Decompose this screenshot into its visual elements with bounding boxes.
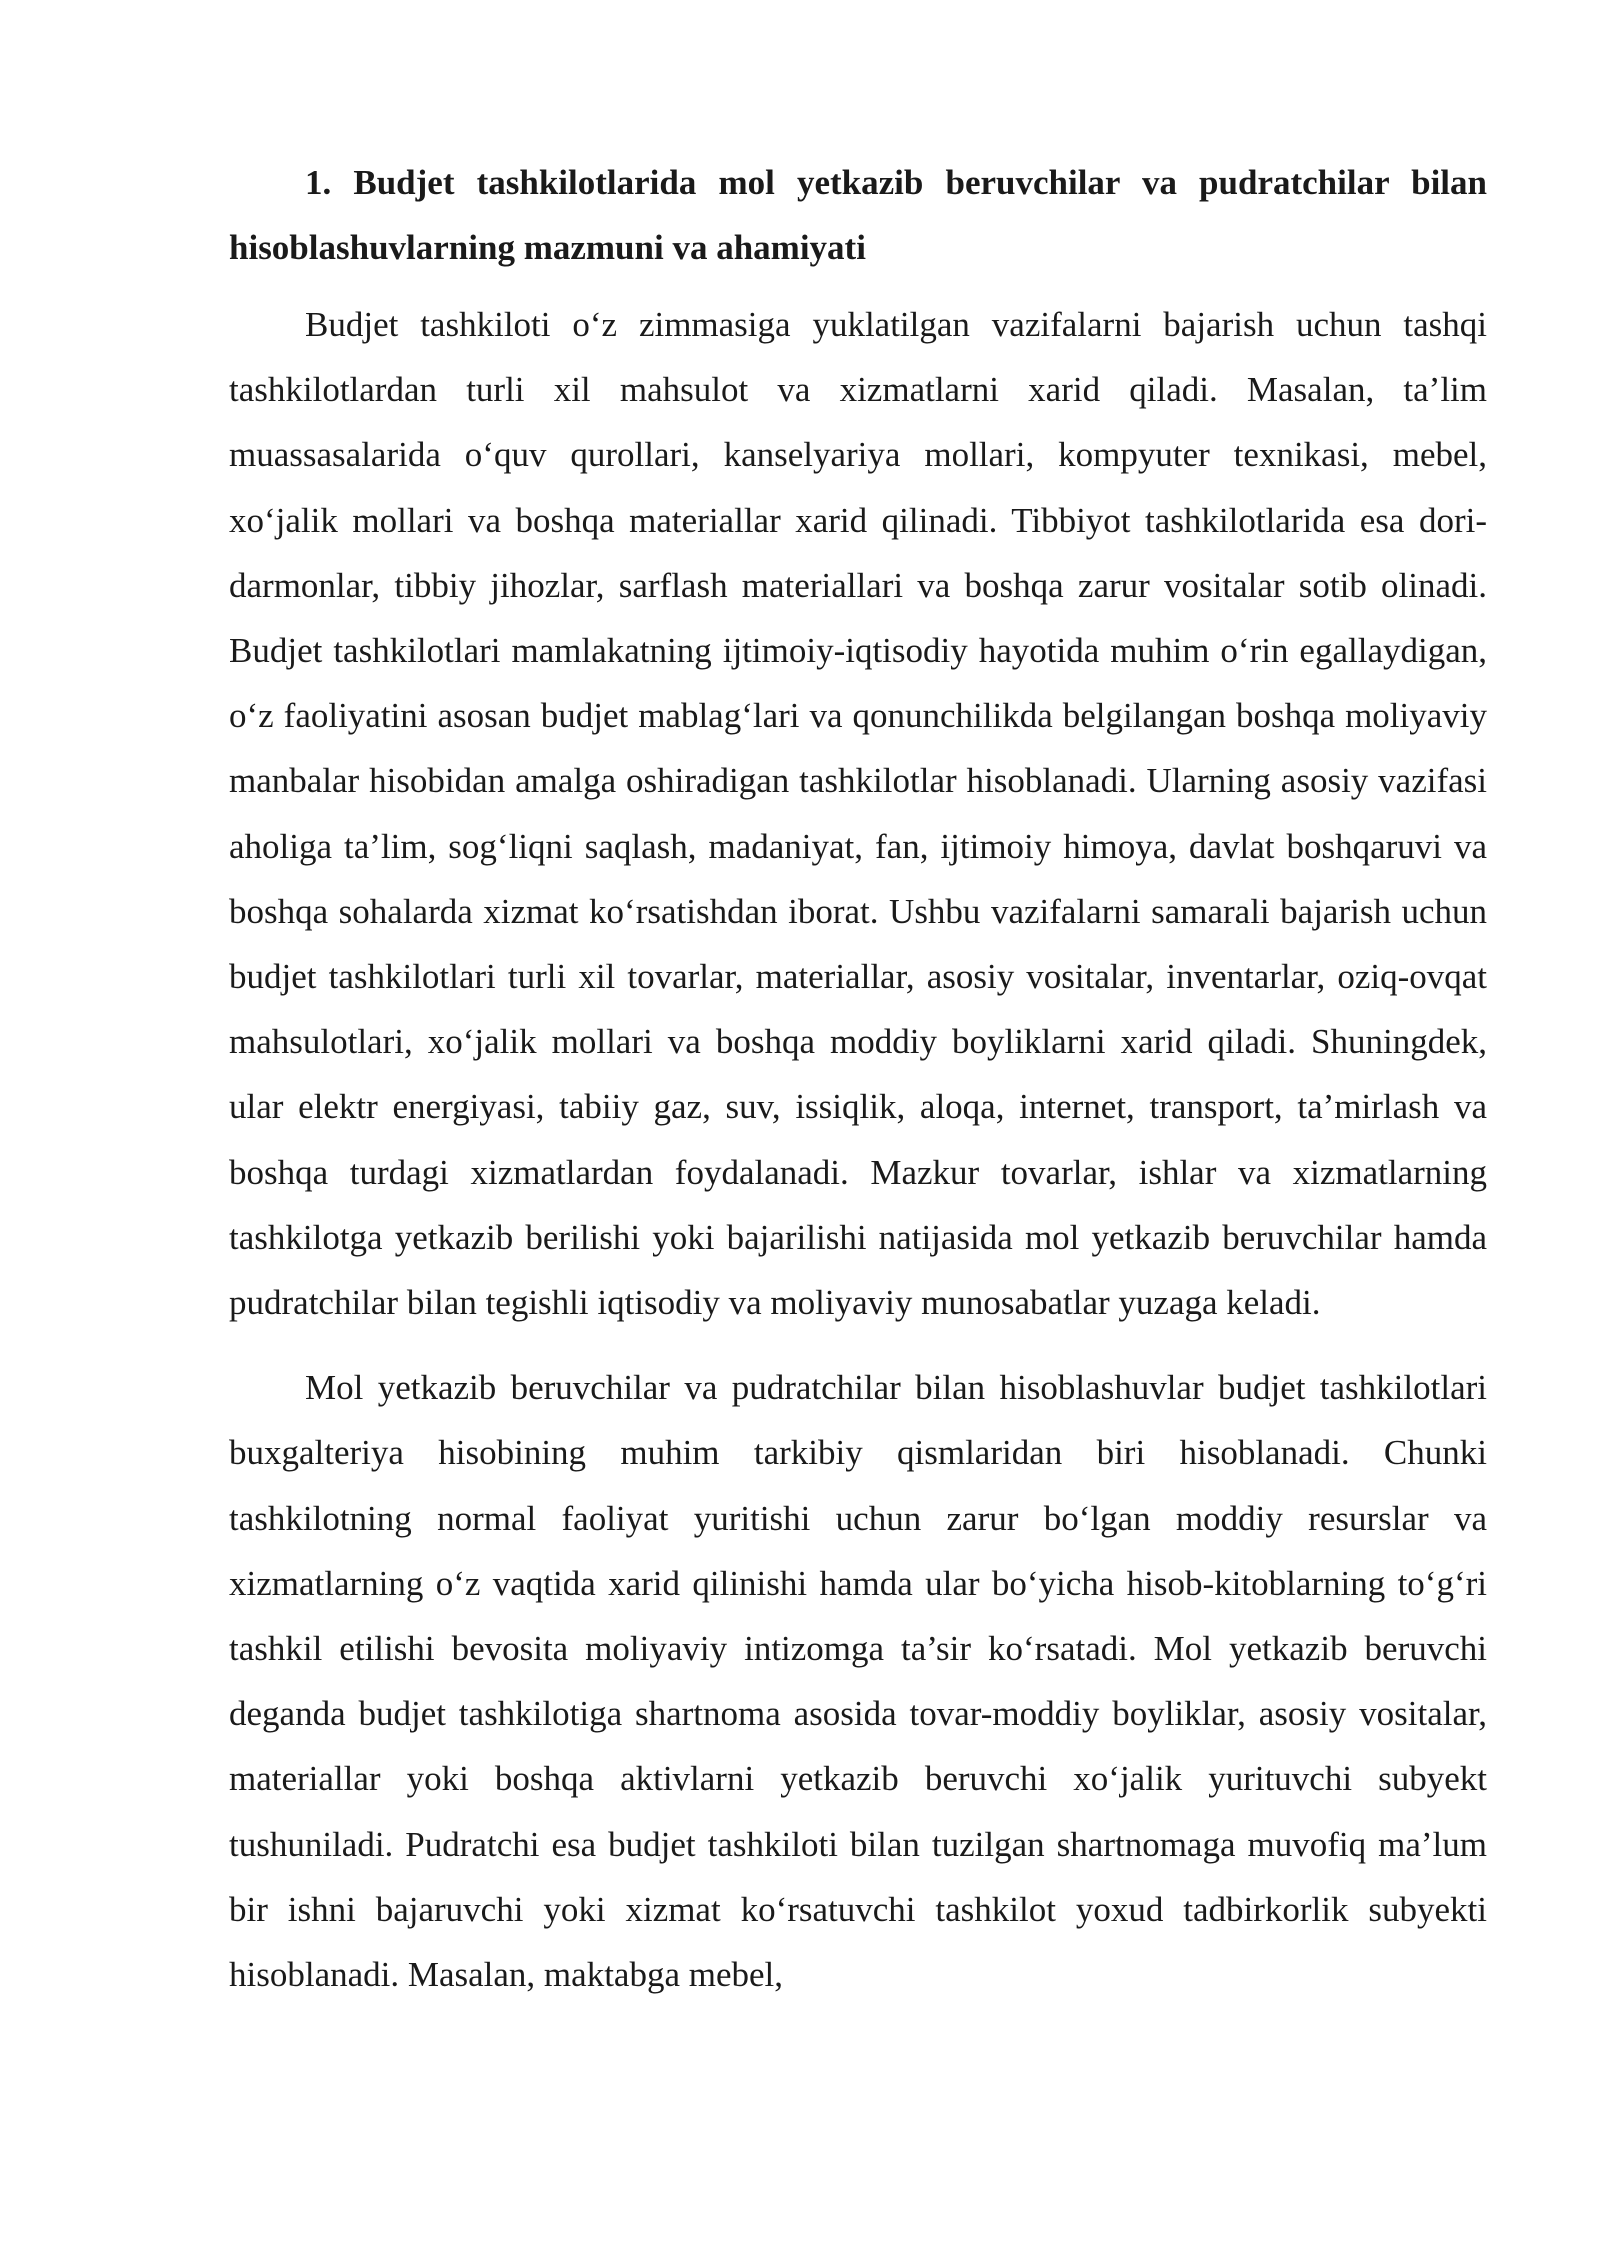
document-body: [229, 150, 1487, 2027]
paragraph-2: Mol yetkazib beruvchilar va pudratchilar bilan hisoblashuvlar budjet tashkilotlari buxgalteriya hisobining muhim tarkibiy qismlaridan biri hisoblanadi. Chunki tashkilotning normal faoliyat yuritishi uchun zarur bo‘lgan moddiy resurslar va xizmatlarning o‘z vaqtida xarid qilinishi hamda ular bo‘yicha hisob-kitoblarning to‘g‘ri tashkil etilishi bevosita moliyaviy intizomga ta’sir ko‘rsatadi. Mol yetkazib beruvchi deganda budjet tashkilotiga shartnoma asosida tovar-moddiy boyliklar, asosiy vositalar, materiallar yoki boshqa aktivlarni yetkazib beruvchi xo‘jalik yurituvchi subyekt tushuniladi. Pudratchi esa budjet tashkiloti bilan tuzilgan shartnomaga muvofiq ma’lum bir ishni bajaruvchi yoki xizmat ko‘rsatuvchi tashkilot yoxud tadbirkorlik subyekti hisoblanadi. Masalan, maktabga mebel,: [229, 1368, 1487, 1995]
paragraph-1: Budjet tashkiloti o‘z zimmasiga yuklatilgan vazifalarni bajarish uchun tashqi tashkilotlardan turli xil mahsulot va xizmatlarni xarid qiladi. Masalan, ta’lim muassasalarida o‘quv qurollari, kanselyariya mollari, kompyuter texnikasi, mebel, xo‘jalik mollari va boshqa materiallar xarid qilinadi. Tibbiyot tashkilotlarida esa dori-darmonlar, tibbiy jihozlar, sarflash materiallari va boshqa zarur vositalar sotib olinadi. Budjet tashkilotlari mamlakatning ijtimoiy-iqtisodiy hayotida muhim o‘rin egallaydigan, o‘z faoliyatini asosan budjet mablag‘lari va qonunchilikda belgilangan boshqa moliyaviy manbalar hisobidan amalga oshiradigan tashkilotlar hisoblanadi. Ularning asosiy vazifasi aholiga ta’lim, sog‘liqni saqlash, madaniyat, fan, ijtimoiy himoya, davlat boshqaruvi va boshqa sohalarda xizmat ko‘rsatishdan iborat. Ushbu vazifalarni samarali bajarish uchun budjet tashkilotlari turli xil tovarlar, materiallar, asosiy vositalar, inventarlar, oziq-ovqat mahsulotlari, xo‘jalik mollari va boshqa moddiy boyliklarni xarid qiladi. Shuningdek, ular elektr energiyasi, tabiiy gaz, suv, issiqlik, aloqa, internet, transport, ta’mirlash va boshqa turdagi xizmatlardan foydalanadi. Mazkur tovarlar, ishlar va xizmatlarning tashkilotga yetkazib berilishi yoki bajarilishi natijasida mol yetkazib beruvchilar hamda pudratchilar bilan tegishli iqtisodiy va moliyaviy munosabatlar yuzaga keladi.: [229, 305, 1487, 1323]
section-heading: 1. Budjet tashkilotlarida mol yetkazib beruvchilar va pudratchilar bilan hisoblashuvlarning mazmuni va ahamiyati: [229, 163, 1487, 267]
